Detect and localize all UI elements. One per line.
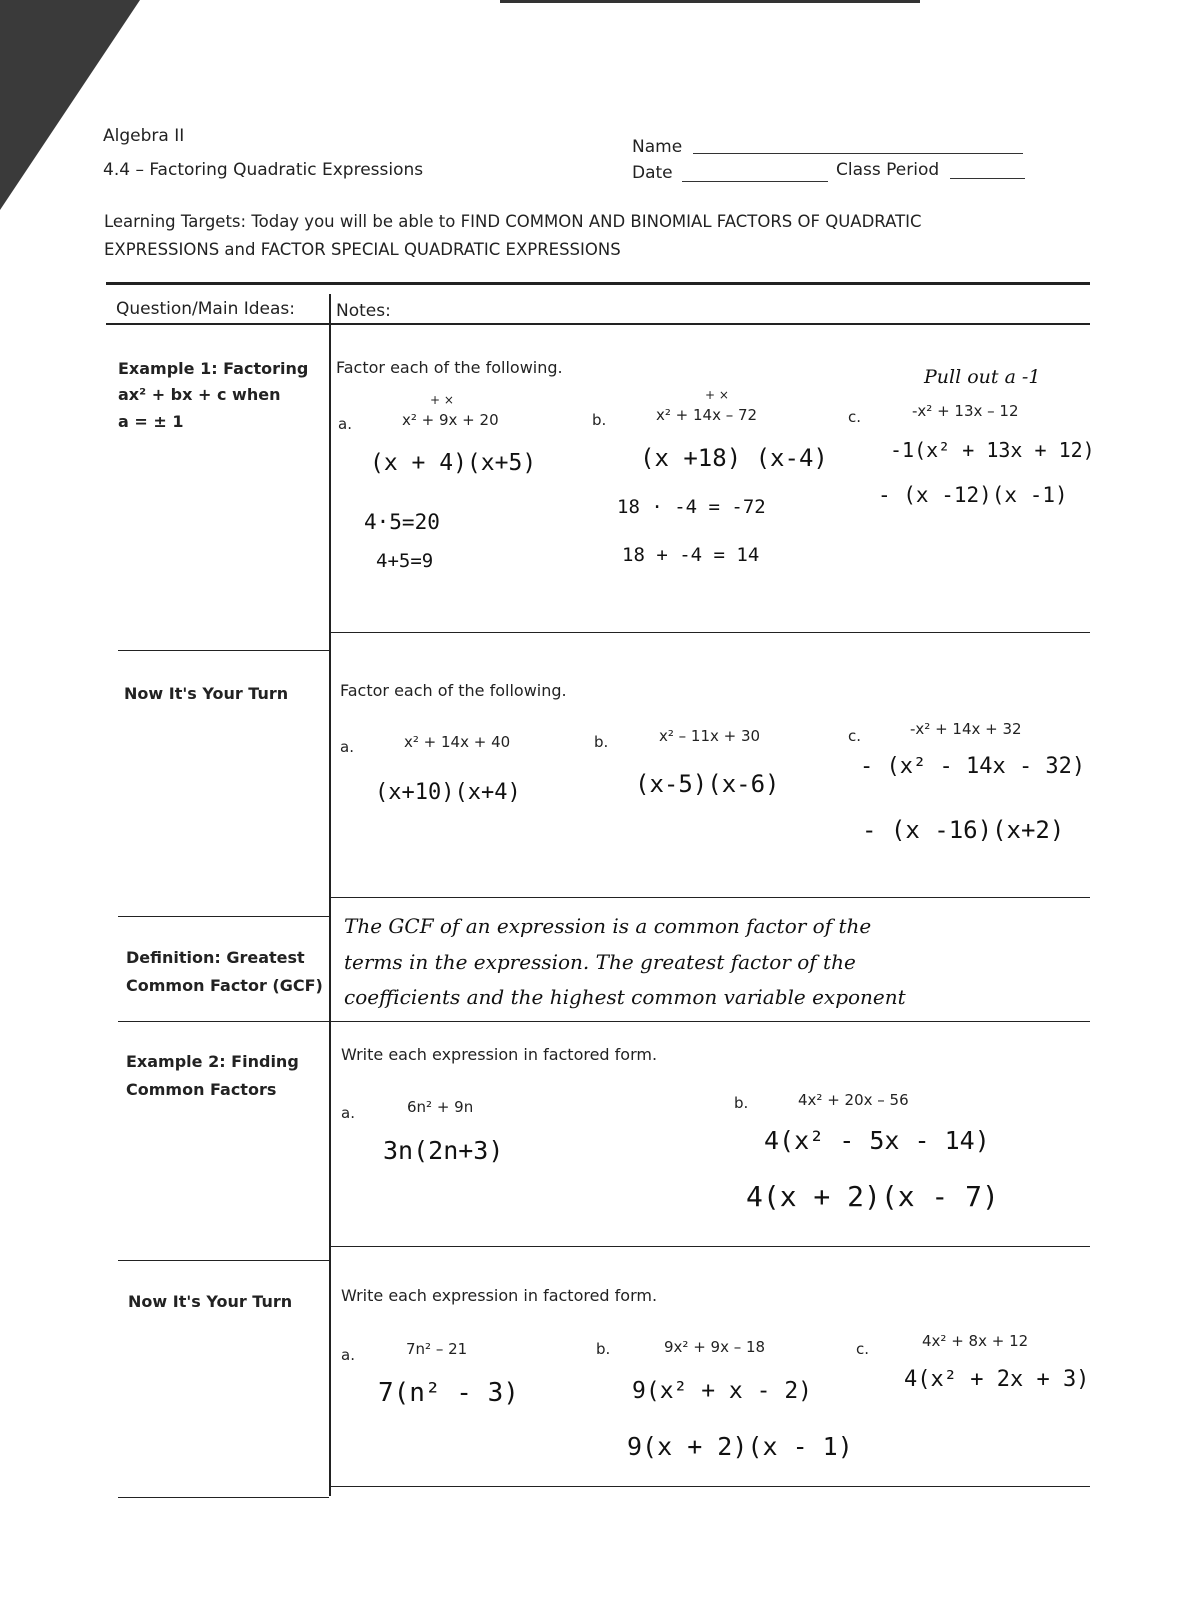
- ex1-question-line3: a = ± 1: [118, 412, 184, 431]
- ex2-b-expression: 4x² + 20x – 56: [798, 1091, 909, 1109]
- ex1-b-marks: + ×: [705, 388, 729, 402]
- learning-targets-intro: Today you will be able to: [251, 212, 456, 231]
- learning-targets-line2: EXPRESSIONS and FACTOR SPECIAL QUADRATIC EXPRESSIONS: [104, 240, 621, 259]
- ex1-c-note: Pull out a -1: [924, 366, 1041, 388]
- ex1-a-expression: x² + 9x + 20: [402, 411, 499, 429]
- turn1-instruction: Factor each of the following.: [340, 681, 567, 700]
- turn2-c-expression: 4x² + 8x + 12: [922, 1332, 1029, 1350]
- ex1-a-work3: 4+5=9: [376, 550, 434, 572]
- column-header-notes: Notes:: [336, 301, 391, 321]
- ex1-question-line1: Example 1: Factoring: [118, 359, 309, 378]
- learning-targets-caps1: FIND COMMON AND BINOMIAL FACTORS OF QUADRATIC: [460, 212, 922, 231]
- row-divider-4-left: [118, 1260, 329, 1261]
- ex2-b-work1: 4(x² - 5x - 14): [764, 1126, 990, 1155]
- turn1-c-label: c.: [848, 727, 862, 745]
- turn2-b-expression: 9x² + 9x – 18: [664, 1338, 766, 1356]
- turn1-a-label: a.: [340, 738, 354, 756]
- turn1-b-label: b.: [594, 733, 609, 751]
- turn1-c-work1: - (x² - 14x - 32): [860, 754, 1086, 779]
- column-header-questions: Question/Main Ideas:: [116, 299, 296, 319]
- turn2-a-work1: 7(n² - 3): [378, 1378, 519, 1408]
- table-top-rule: [106, 282, 1090, 285]
- row-divider-2-right: [329, 897, 1090, 898]
- turn1-question: Now It's Your Turn: [124, 684, 289, 703]
- turn2-instruction: Write each expression in factored form.: [341, 1286, 658, 1305]
- turn1-b-expression: x² – 11x + 30: [659, 727, 761, 745]
- gcf-question-line2: Common Factor (GCF): [126, 976, 323, 995]
- gcf-definition-line1: The GCF of an expression is a common factor of the: [344, 914, 872, 938]
- ex2-question-line1: Example 2: Finding: [126, 1052, 299, 1071]
- ex2-a-expression: 6n² + 9n: [407, 1098, 474, 1116]
- learning-targets-line1: [104, 212, 922, 231]
- gcf-definition-line3: coefficients and the highest common variable exponent: [344, 985, 906, 1009]
- turn1-c-expression: -x² + 14x + 32: [910, 720, 1022, 738]
- ex1-c-work1: -1(x² + 13x + 12): [890, 438, 1095, 462]
- name-field[interactable]: [693, 153, 1023, 154]
- course-title: Algebra II: [103, 126, 185, 146]
- class-period-label: Class Period: [836, 160, 940, 180]
- ex1-c-work2: - (x -12)(x -1): [878, 483, 1068, 507]
- turn1-a-work1: (x+10)(x+4): [375, 780, 521, 805]
- ex2-a-work1: 3n(2n+3): [383, 1136, 504, 1165]
- row-divider-3: [118, 1021, 1090, 1022]
- class-period-field[interactable]: [950, 178, 1025, 179]
- turn2-c-work1: 4(x² + 2x + 3): [904, 1367, 1090, 1392]
- ex1-c-label: c.: [848, 408, 862, 426]
- name-label: Name: [632, 137, 683, 157]
- ex2-a-label: a.: [341, 1104, 355, 1122]
- date-label: Date: [632, 163, 673, 183]
- ex1-a-label: a.: [338, 415, 352, 433]
- ex2-question-line2: Common Factors: [126, 1080, 277, 1099]
- gcf-definition-line2: terms in the expression. The greatest factor of the: [344, 950, 856, 974]
- turn2-b-work1: 9(x² + x - 2): [632, 1378, 813, 1404]
- ex2-b-label: b.: [734, 1094, 749, 1112]
- turn2-b-label: b.: [596, 1340, 611, 1358]
- ex1-a-marks: + ×: [430, 393, 454, 407]
- date-field[interactable]: [682, 181, 828, 182]
- turn1-b-work1: (x-5)(x-6): [635, 770, 780, 798]
- row-divider-5-right: [329, 1486, 1090, 1487]
- row-divider-5-left: [118, 1497, 329, 1498]
- turn1-a-expression: x² + 14x + 40: [404, 733, 511, 751]
- turn2-c-label: c.: [856, 1340, 870, 1358]
- ex1-b-expression: x² + 14x – 72: [656, 406, 758, 424]
- ex1-b-work1: (x +18) (x-4): [640, 444, 828, 472]
- turn1-c-work2: - (x -16)(x+2): [862, 816, 1065, 844]
- ex1-question-line2: ax² + bx + c when: [118, 385, 281, 404]
- lesson-title: 4.4 – Factoring Quadratic Expressions: [103, 160, 424, 180]
- row-divider-1-left: [118, 650, 329, 651]
- table-header-rule: [106, 323, 1090, 325]
- ex1-instruction: Factor each of the following.: [336, 358, 563, 377]
- ex1-a-work1: (x + 4)(x+5): [370, 450, 537, 476]
- ex1-b-work2: 18 · -4 = -72: [617, 496, 766, 518]
- row-divider-1-right: [329, 632, 1090, 633]
- gcf-question-line1: Definition: Greatest: [126, 948, 305, 967]
- turn2-a-expression: 7n² – 21: [406, 1340, 468, 1358]
- table-column-divider: [329, 294, 331, 1496]
- ex1-c-expression: -x² + 13x – 12: [912, 402, 1019, 420]
- turn2-question: Now It's Your Turn: [128, 1292, 293, 1311]
- turn2-b-work2: 9(x + 2)(x - 1): [627, 1432, 853, 1461]
- row-divider-4-right: [329, 1246, 1090, 1247]
- ex2-instruction: Write each expression in factored form.: [341, 1045, 658, 1064]
- row-divider-2-left: [118, 916, 329, 917]
- ex1-b-work3: 18 + -4 = 14: [622, 544, 760, 566]
- turn2-a-label: a.: [341, 1346, 355, 1364]
- scan-edge-line: [500, 0, 920, 3]
- ex1-b-label: b.: [592, 411, 607, 429]
- learning-targets-label: Learning Targets:: [104, 212, 247, 231]
- ex1-a-work2: 4·5=20: [364, 510, 440, 534]
- ex2-b-work2: 4(x + 2)(x - 7): [746, 1180, 999, 1213]
